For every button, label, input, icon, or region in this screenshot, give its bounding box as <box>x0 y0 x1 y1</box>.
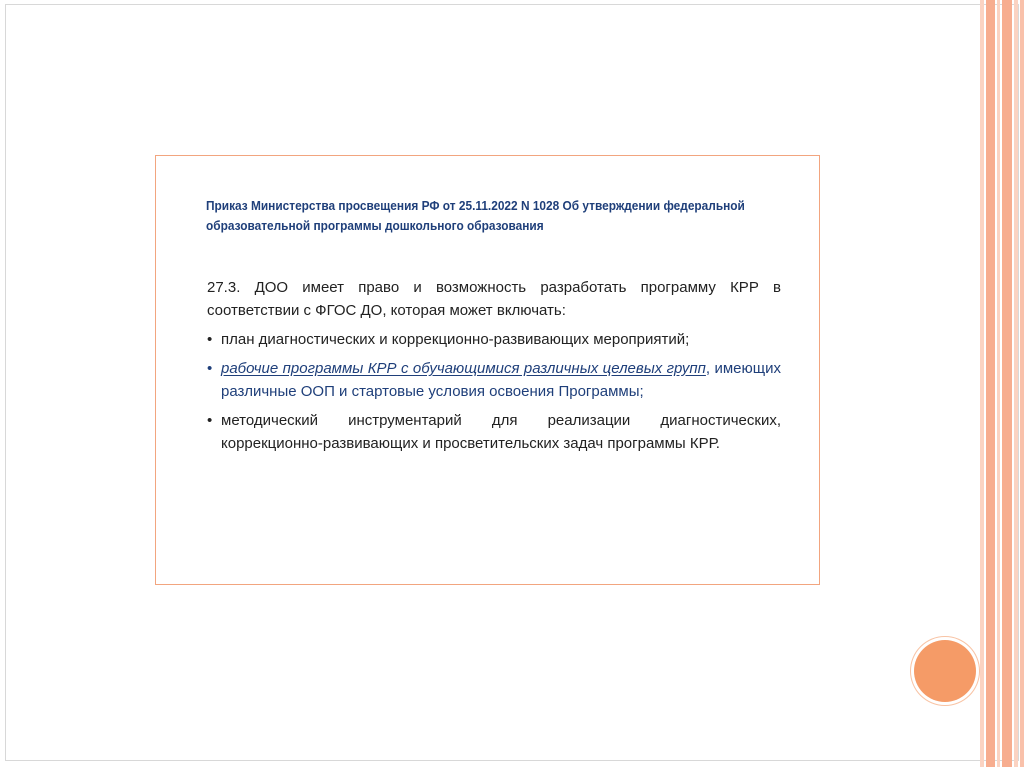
stripe <box>1002 0 1012 767</box>
stripe <box>997 0 1000 767</box>
list-item <box>207 357 781 403</box>
document-header: Приказ Министерства просвещения РФ от 25.11.2022 N 1028 Об утверждении федеральной образовательной программы дошкольного образования <box>206 199 745 233</box>
list-item <box>207 328 781 351</box>
list-item-text: , имеющих различные ООП и стартовые условия освоения Программы; <box>221 360 781 400</box>
bullet-icon: • <box>207 412 213 429</box>
stripe <box>1020 0 1024 767</box>
list-item-text: план диагностических и коррекционно-развивающих мероприятий; <box>221 331 690 348</box>
hyperlink-text[interactable]: рабочие программы КРР с обучающимися различных целевых групп <box>221 360 706 377</box>
bullet-icon: • <box>207 331 213 348</box>
intro-paragraph: 27.3. ДОО имеет право и возможность разработать программу КРР в соответствии с ФГОС ДО, которая может включать: <box>207 279 781 319</box>
decorative-stripes <box>980 0 1024 767</box>
stripe <box>1014 0 1018 767</box>
list-item-text: методический инструментарий для реализации диагностических, коррекционно-развивающих и просветительских задач программы КРР. <box>221 412 781 452</box>
stripe <box>980 0 984 767</box>
stripe <box>986 0 995 767</box>
decorative-circle <box>914 640 976 702</box>
document-body <box>207 276 781 461</box>
document-image <box>155 155 820 585</box>
list-item <box>207 409 781 455</box>
bullet-icon: • <box>207 360 213 377</box>
